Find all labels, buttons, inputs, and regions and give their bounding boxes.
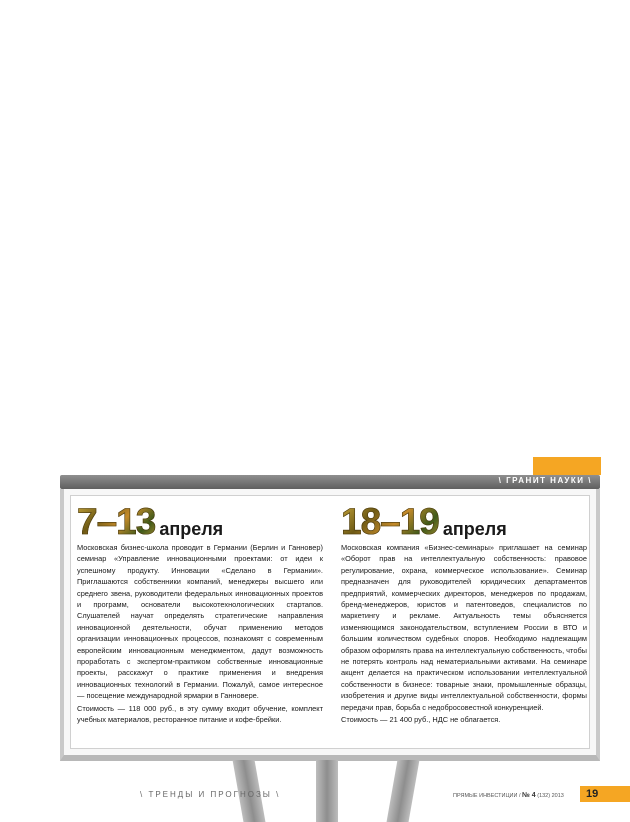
event-left-datehead (77, 501, 323, 542)
easel-leg-center (316, 760, 338, 822)
page-number: 19 (580, 786, 630, 802)
footer-magazine (453, 792, 564, 799)
event-right-cost: Стоимость — 21 400 руб., НДС не облагается. (341, 715, 501, 725)
event-right-datehead (341, 501, 587, 542)
board-header (60, 475, 600, 489)
event-left-date: 7–13 (77, 501, 156, 542)
event-right (341, 501, 587, 726)
event-right-text: Московская компания «Бизнес-семинары» приглашает на семинар «Оборот прав на интеллектуальную собственность: правовое регулирование, охрана, коммерческое использование». Семинар предназначен для руководителей юридических департаментов предприятий, коммерческих директоров, менеджеров по продажам, бренд-менеджеров, юристов и патентоведов, специалистов по маркетингу и рекламе. Актуальность темы объясняется изменяющимся законодательством, вступлением России в ВТО и большим количеством судебных споров. Необходимо надлежащим образом оформлять права на интеллектуальную собственность, чтобы не потерять контроль над нематериальными активами. На семинаре акцент делается на практическом использовании интеллектуальной собственности в бизнесе: товарные знаки, промышленные образцы, изобретения и другие виды интеллектуальной собственности, формы передачи прав, борьба с недобросовестной конкуренцией. (341, 543, 587, 712)
easel-leg-right (387, 760, 420, 822)
board-surface (70, 495, 590, 749)
announcement-board (60, 489, 600, 761)
event-left (77, 501, 323, 726)
section-tab (533, 457, 601, 475)
section-label: \ ГРАНИТ НАУКИ \ (498, 476, 592, 485)
event-left-month: апреля (159, 519, 224, 539)
event-left-text: Московская бизнес-школа проводит в Германии (Берлин и Ганновер) семинар «Управление инновационными проектами: от идеи к успешному продукту. Инновации «Сделано в Германии». Приглашаются собственники компаний, менеджеры высшего или среднего звена, руководители федеральных инновационных проектов и программ, основатели высокотехнологических стартапов. Слушателей научат определять стратегические направления инновационной деятельности, обучат применению методов организации инновационных процессов, познакомят с современным европейским инновационным менеджментом, дадут возможность проработать с экспертом-практиком собственные инновационные проекты, расскажут о практике применения и внедрения инновационных технологий в Германии. Пожалуй, самое интересное — посещение международной ярмарки в Ганновере. (77, 543, 323, 701)
magazine-name: ПРЯМЫЕ ИНВЕСТИЦИИ / (453, 793, 521, 799)
event-left-cost: Стоимость — 118 000 руб., в эту сумму входит обучение, комплект учебных материалов, ресторанное питание и кофе-брейки. (77, 703, 323, 725)
event-right-month: апреля (442, 519, 507, 539)
issue-number: № 4 (522, 792, 536, 799)
footer-section: \ ТРЕНДЫ И ПРОГНОЗЫ \ (140, 790, 281, 799)
event-right-date: 18–19 (341, 501, 439, 542)
issue-detail: (132) 2013 (537, 793, 564, 799)
